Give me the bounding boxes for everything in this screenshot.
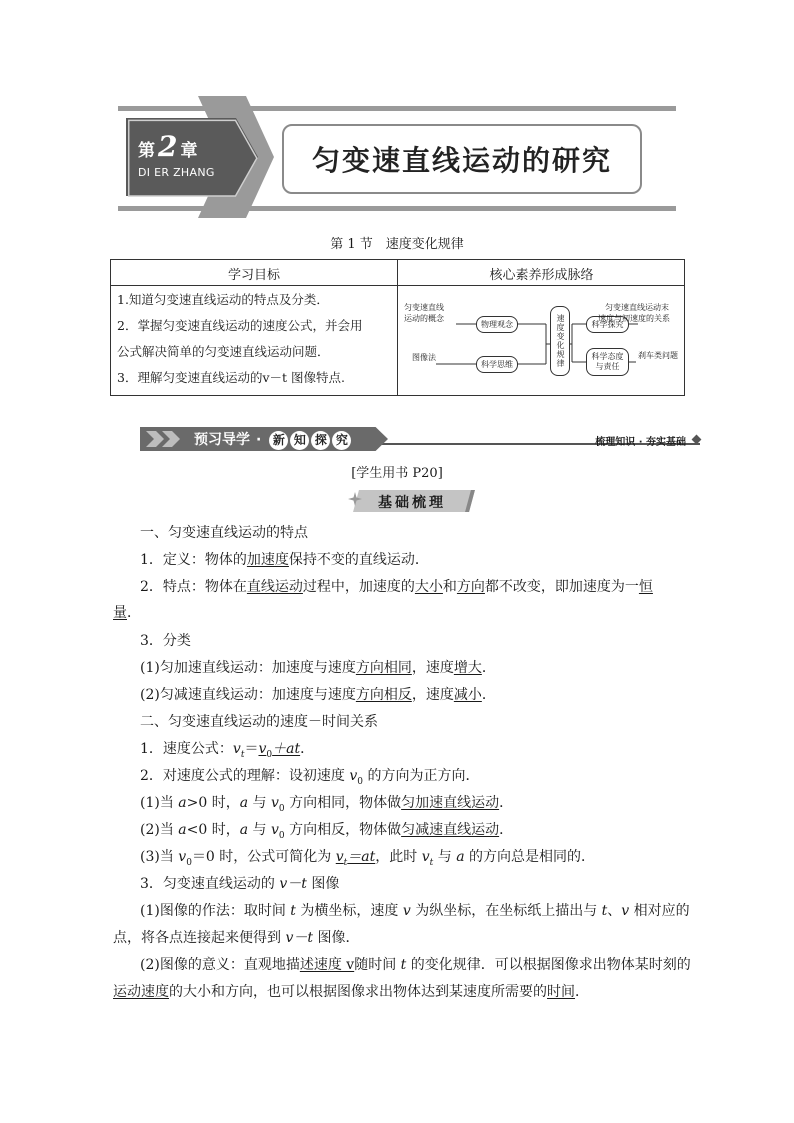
banner-circled-char: 探 — [311, 431, 330, 450]
header-learning-goals: 学习目标 — [227, 268, 280, 283]
para-vt-graph: 3．匀变速直线运动的 v－t 图像 — [140, 876, 340, 892]
para-definition: 1．定义：物体的加速度保持不变的直线运动． — [140, 552, 429, 568]
section-title: 第 1 节 速度变化规律 — [330, 237, 464, 252]
para-decelerating: (2)匀减速直线运动：加速度与速度方向相反，速度减小． — [140, 687, 496, 703]
para-case-positive: (1)当 a>0 时，a 与 $v_0$ 方向相同，物体做匀加速直线运动． — [140, 795, 514, 814]
section-banner — [140, 427, 700, 453]
para-case-negative: (2)当 a<0 时，a 与 $v_0$ 方向相反，物体做匀减速直线运动． — [140, 822, 514, 841]
para-graph-meaning-cont: 运动速度的大小和方向，也可以根据图像求出物体达到某速度所需要的时间． — [113, 984, 589, 1000]
para-formula-understanding: 2．对速度公式的理解：设初速度 $v_0$ 的方向为正方向． — [140, 768, 480, 787]
mm-box-physics-concept: 物理观念 — [476, 316, 518, 333]
para-classification: 3．分类 — [140, 633, 191, 649]
banner-circled-char: 究 — [332, 431, 351, 450]
goal-line: 3．理解匀变速直线运动的v－t 图像特点. — [117, 370, 345, 385]
mm-left-top-label: 匀变速直线 运动的概念 — [404, 303, 444, 323]
heading-features: 一、匀变速直线运动的特点 — [140, 525, 308, 541]
para-case-zero: (3)当 $v_0=0$ 时，公式可简化为 $v_t=at$，此时 $v_t$ 与 a 的方向总是相同的． — [140, 849, 595, 868]
goal-line: 公式解决简单的匀变速直线运动问题． — [117, 344, 330, 359]
para-graph-method-cont: 点，将各点连接起来便得到 v－t 图像． — [113, 930, 360, 946]
book-reference: [学生用书 P20] — [351, 466, 443, 481]
para-characteristic: 2．特点：物体在直线运动过程中，加速度的大小和方向都不改变，即加速度为一恒 — [140, 579, 653, 595]
mm-box-scientific-inquiry: 科学探究 — [586, 316, 629, 333]
mm-center-speed-law: 速度变化规律 — [550, 306, 570, 376]
chevron-right-icon — [144, 429, 188, 449]
objectives-table — [110, 259, 685, 396]
chapter-title: 匀变速直线运动的研究 — [311, 144, 612, 177]
para-characteristic-cont: 量． — [113, 605, 141, 621]
mm-box-scientific-attitude: 科学态度 与责任 — [586, 348, 629, 376]
banner-circled-char: 新 — [269, 431, 288, 450]
chapter-title-box — [282, 124, 642, 194]
subheading-text: 基础梳理 — [378, 495, 446, 511]
banner-subtitle: 梳理知识 · 夯实基础 — [595, 437, 686, 448]
mm-left-bottom-label: 图像法 — [412, 353, 436, 362]
header-core-literacy: 核心素养形成脉络 — [489, 268, 594, 283]
chapter-pinyin: DI ER ZHANG — [138, 166, 215, 179]
mm-right-bottom-label: 刹车类问题 — [638, 351, 678, 360]
heading-velocity-time: 二、匀变速直线运动的速度－时间关系 — [140, 714, 378, 730]
goal-line: 2．掌握匀变速直线运动的速度公式，并会用 — [117, 318, 363, 333]
banner-circled-char: 知 — [290, 431, 309, 450]
chapter-banner — [118, 96, 678, 218]
goal-line: 1.知道匀变速直线运动的特点及分类． — [117, 292, 329, 307]
para-graph-method: (1)图像的作法：取时间 t 为横坐标，速度 v 为纵坐标，在坐标纸上描出与 t、v 相对应的 — [140, 903, 690, 919]
para-graph-meaning: (2)图像的意义：直观地描述速度 v随时间 t 的变化规律．可以根据图像求出物体某时刻的 — [140, 957, 691, 973]
para-velocity-formula: 1．速度公式：$v_t=v_0+at$． — [140, 741, 315, 760]
mm-right-top-label: 匀变速直线运动末 速度与初速度的关系 — [598, 303, 670, 323]
para-accelerating: (1)匀加速直线运动：加速度与速度方向相同，速度增大． — [140, 660, 496, 676]
subheading-basics — [356, 490, 468, 512]
mm-box-scientific-thinking: 科学思维 — [476, 356, 518, 373]
banner-title: 预习导学 · 新 知 探 究 — [194, 429, 351, 450]
chapter-number: 第 2 章 — [138, 130, 198, 163]
mind-map — [398, 286, 685, 396]
